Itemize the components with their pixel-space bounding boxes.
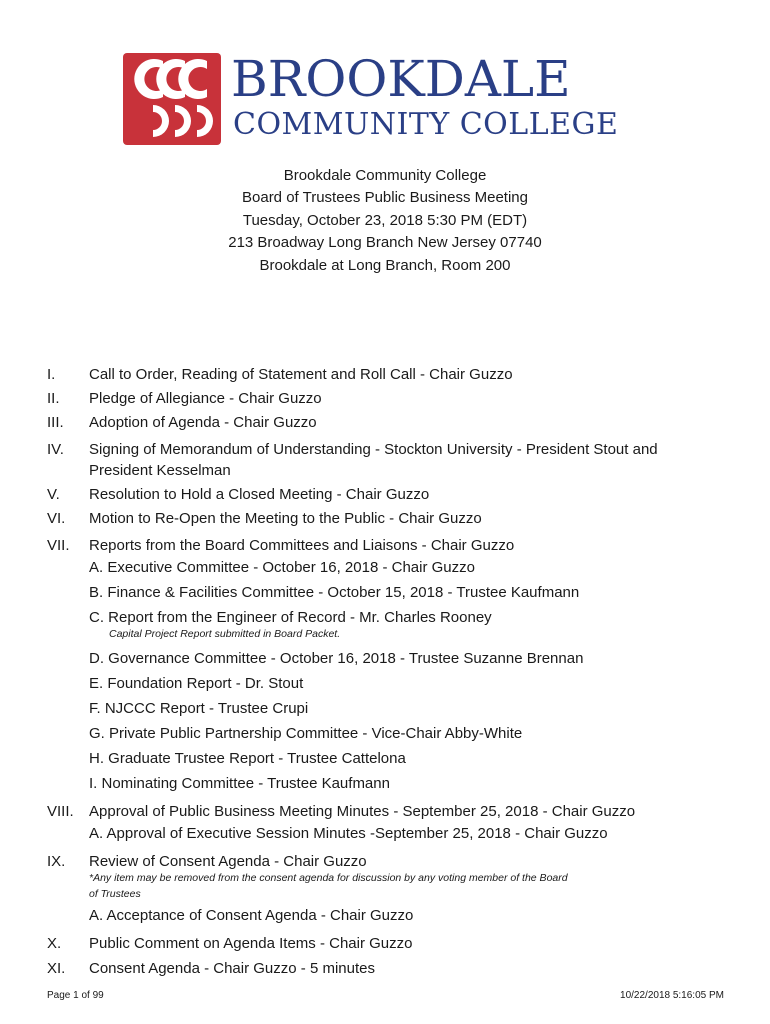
agenda-subitem: D. Governance Committee - October 16, 2018 - Trustee Suzanne Brennan: [89, 650, 584, 667]
agenda-number: VIII.: [47, 803, 74, 820]
agenda-number: XI.: [47, 960, 66, 977]
agenda-number: X.: [47, 935, 62, 952]
agenda-number: IX.: [47, 853, 66, 870]
agenda-subitem: A. Executive Committee - October 16, 2018 - Chair Guzzo: [89, 559, 475, 576]
agenda-note: of Trustees: [89, 888, 141, 900]
agenda-subitem: I. Nominating Committee - Trustee Kaufmann: [89, 775, 390, 792]
agenda-number: VI.: [47, 510, 66, 527]
logo-wordmark-brookdale: BROOKDALE: [231, 50, 571, 108]
page-number: Page 1 of 99: [47, 990, 104, 1001]
agenda-note: Capital Project Report submitted in Board Packet.: [109, 628, 341, 640]
agenda-item-text: Motion to Re-Open the Meeting to the Public - Chair Guzzo: [89, 510, 482, 527]
agenda-subitem: A. Acceptance of Consent Agenda - Chair Guzzo: [89, 907, 414, 924]
logo-wordmark-community-college: COMMUNITY COLLEGE: [233, 107, 619, 142]
agenda-subitem: A. Approval of Executive Session Minutes -September 25, 2018 - Chair Guzzo: [89, 825, 608, 842]
agenda-item-text: Signing of Memorandum of Understanding - Stockton University - President Stout and: [89, 441, 658, 458]
agenda-number: I.: [47, 366, 56, 383]
agenda-item-text: Adoption of Agenda - Chair Guzzo: [89, 414, 317, 431]
agenda-item-text: Review of Consent Agenda - Chair Guzzo: [89, 853, 367, 870]
header-address: 213 Broadway Long Branch New Jersey 07740: [228, 234, 542, 252]
agenda-subitem: F. NJCCC Report - Trustee Crupi: [89, 700, 309, 717]
agenda-number: II.: [47, 390, 60, 407]
header-room: Brookdale at Long Branch, Room 200: [259, 256, 511, 274]
meeting-header: [0, 165, 770, 277]
agenda-item-text: Public Comment on Agenda Items - Chair Guzzo: [89, 935, 413, 952]
brookdale-logo-mark: [123, 53, 221, 145]
agenda-number: III.: [47, 414, 64, 431]
agenda-subitem: G. Private Public Partnership Committee - Vice-Chair Abby-White: [89, 725, 523, 742]
agenda-item-text: Pledge of Allegiance - Chair Guzzo: [89, 390, 322, 407]
agenda-subitem: B. Finance & Facilities Committee - October 15, 2018 - Trustee Kaufmann: [89, 584, 580, 601]
header-institution: Brookdale Community College: [283, 167, 487, 184]
agenda-item-text: Call to Order, Reading of Statement and Roll Call - Chair Guzzo: [89, 366, 513, 383]
agenda-number: V.: [47, 486, 60, 503]
agenda-note: *Any item may be removed from the consent agenda for discussion by any voting member of the Board: [89, 872, 568, 884]
agenda-number: VII.: [47, 537, 70, 554]
header-meeting-title: Board of Trustees Public Business Meeting: [242, 189, 528, 207]
brookdale-logo: [123, 50, 646, 145]
agenda-subitem: C. Report from the Engineer of Record - Mr. Charles Rooney: [89, 609, 492, 626]
agenda-subitem: H. Graduate Trustee Report - Trustee Cattelona: [89, 750, 406, 767]
agenda-subitem: E. Foundation Report - Dr. Stout: [89, 675, 304, 692]
agenda-item-text: Approval of Public Business Meeting Minutes - September 25, 2018 - Chair Guzzo: [89, 803, 636, 820]
print-timestamp: 10/22/2018 5:16:05 PM: [620, 990, 724, 1001]
header-datetime: Tuesday, October 23, 2018 5:30 PM (EDT): [242, 211, 528, 229]
agenda-item-text-continued: President Kesselman: [89, 462, 231, 479]
agenda-item-text: Resolution to Hold a Closed Meeting - Chair Guzzo: [89, 486, 430, 503]
agenda-number: IV.: [47, 441, 64, 458]
agenda-item-text: Consent Agenda - Chair Guzzo - 5 minutes: [89, 960, 375, 977]
agenda-item-text: Reports from the Board Committees and Liaisons - Chair Guzzo: [89, 537, 515, 554]
